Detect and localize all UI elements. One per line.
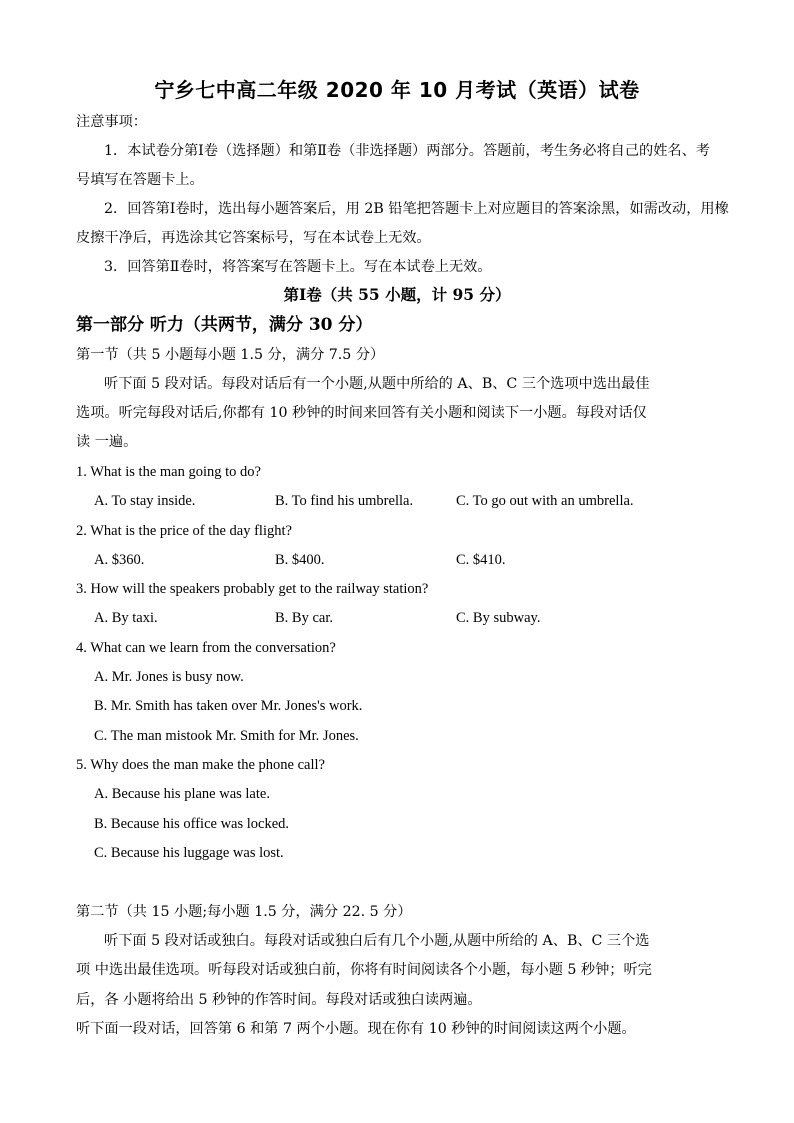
exam-title: 宁乡七中高二年级 2020 年 10 月考试（英语）试卷	[154, 78, 640, 102]
notice-heading: 注意事项：	[76, 114, 147, 130]
question-5-option-b: B. Because his office was locked.	[94, 816, 290, 832]
volume-heading: 第Ⅰ卷（共 55 小题，计 95 分）	[283, 285, 511, 304]
section2-instruction-line-3: 后，各 小题将给出 5 秒钟的作答时间。每段对话或独白读两遍。	[76, 992, 482, 1008]
question-4-option-a: A. Mr. Jones is busy now.	[94, 669, 244, 685]
question-4-option-c: C. The man mistook Mr. Smith for Mr. Jones.	[94, 728, 359, 744]
section2-instruction-line-4: 听下面一段对话，回答第 6 和第 7 两个小题。现在你有 10 秒钟的时间阅读这两个小题。	[76, 1021, 636, 1037]
section2-instruction-line-1: 听下面 5 段对话或独白。每段对话或独白后有几个小题,从题中所给的 A、B、C 三个选	[104, 933, 650, 949]
section1-instruction-line-1: 听下面 5 段对话。每段对话后有一个小题,从题中所给的 A、B、C 三个选项中选出最佳	[104, 376, 650, 392]
question-3-option-c: C. By subway.	[456, 610, 541, 626]
question-4: 4. What can we learn from the conversation?	[76, 640, 336, 656]
question-1-option-b: B. To find his umbrella.	[275, 493, 414, 509]
question-2: 2. What is the price of the day flight?	[76, 523, 292, 539]
question-4-option-b: B. Mr. Smith has taken over Mr. Jones's work.	[94, 698, 363, 714]
question-1-option-a: A. To stay inside.	[94, 493, 196, 509]
question-5-option-c: C. Because his luggage was lost.	[94, 845, 284, 861]
section1-heading: 第一节（共 5 小题每小题 1.5 分，满分 7.5 分）	[76, 347, 385, 363]
notice-item-1-line-1: 1．本试卷分第Ⅰ卷（选择题）和第Ⅱ卷（非选择题）两部分。答题前，考生务必将自己的姓名、考	[104, 143, 710, 159]
notice-item-3-line-1: 3．回答第Ⅱ卷时，将答案写在答题卡上。写在本试卷上无效。	[104, 259, 492, 275]
part1-heading: 第一部分 听力（共两节，满分 30 分）	[76, 315, 373, 335]
question-2-option-b: B. $400.	[275, 552, 325, 568]
question-3-option-a: A. By taxi.	[94, 610, 158, 626]
section1-instruction-line-3: 读 一遍。	[76, 434, 138, 450]
notice-item-1-line-2: 号填写在答题卡上。	[76, 172, 204, 188]
question-1: 1. What is the man going to do?	[76, 464, 261, 480]
question-5-option-a: A. Because his plane was late.	[94, 786, 270, 802]
question-2-option-a: A. $360.	[94, 552, 145, 568]
notice-item-2-line-2: 皮擦干净后，再选涂其它答案标号，写在本试卷上无效。	[76, 230, 431, 246]
notice-item-2-line-1: 2．回答第Ⅰ卷时，选出每小题答案后，用 2B 铅笔把答题卡上对应题目的答案涂黑，如需改动，用橡	[104, 201, 729, 217]
question-5: 5. Why does the man make the phone call?	[76, 757, 325, 773]
section2-instruction-line-2: 项 中选出最佳选项。听每段对话或独白前，你将有时间阅读各个小题，每小题 5 秒钟；听完	[76, 962, 652, 978]
question-3: 3. How will the speakers probably get to the railway station?	[76, 581, 429, 597]
question-2-option-c: C. $410.	[456, 552, 506, 568]
section1-instruction-line-2: 选项。听完每段对话后,你都有 10 秒钟的时间来回答有关小题和阅读下一小题。每段对话仅	[76, 405, 647, 421]
section2-heading: 第二节（共 15 小题;每小题 1.5 分，满分 22. 5 分）	[76, 904, 412, 920]
question-1-option-c: C. To go out with an umbrella.	[456, 493, 634, 509]
question-3-option-b: B. By car.	[275, 610, 333, 626]
